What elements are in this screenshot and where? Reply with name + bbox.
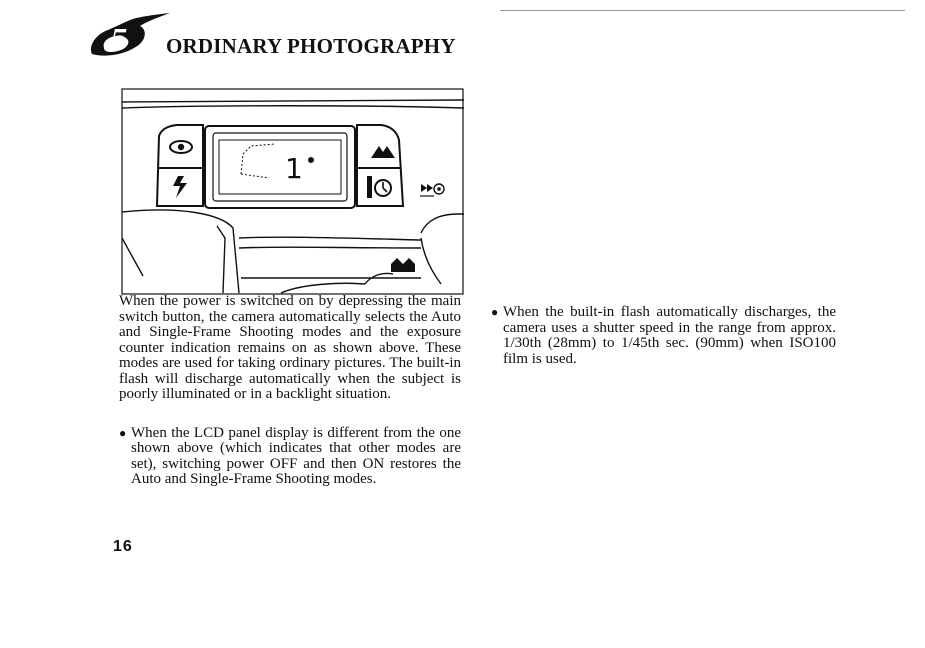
chapter-title: ORDINARY PHOTOGRAPHY xyxy=(166,34,456,58)
self-timer-icon xyxy=(367,176,391,198)
landscape-icon xyxy=(371,146,395,158)
camera-top-panel-illustration xyxy=(121,88,464,295)
bullet-symbol: ● xyxy=(119,425,127,440)
bullet-built-in-flash-text: When the built-in flash automatically discharges, the camera uses a shutter speed in the range from approx. 1/30th (28mm) to 1/45th sec. (90mm) when ISO100 film is used. xyxy=(503,304,836,367)
chapter-number-badge xyxy=(86,12,172,58)
right-column xyxy=(491,305,836,367)
bullet-symbol: ● xyxy=(491,305,499,319)
lcd-frame-counter-digit: 1 xyxy=(285,152,303,185)
bullet-lcd-panel xyxy=(119,426,461,488)
battery-icon xyxy=(391,258,415,272)
top-rule xyxy=(500,10,905,11)
bullet-built-in-flash xyxy=(491,305,836,367)
chapter-number: 5 xyxy=(110,25,129,55)
continuous-drive-icon xyxy=(420,184,444,196)
left-column xyxy=(119,294,461,488)
red-eye-icon xyxy=(170,141,192,153)
lcd-dot-indicator xyxy=(308,157,314,163)
intro-paragraph: When the power is switched on by depressing the main switch button, the camera automatically selects the Auto and Single-Frame Shooting modes and the exposure counter indication remains on as shown above. These modes are used for taking ordinary pictures. The built-in flash will discharge automatically when the subject is poorly illuminated or in a backlight situation. xyxy=(119,293,461,402)
page-number: 16 xyxy=(113,538,133,555)
bullet-lcd-panel-text: When the LCD panel display is different from the one shown above (which indicates that other modes are set), switching power OFF and then ON restores the Auto and Single-Frame Shooting modes. xyxy=(131,424,461,487)
flash-icon xyxy=(173,176,187,198)
